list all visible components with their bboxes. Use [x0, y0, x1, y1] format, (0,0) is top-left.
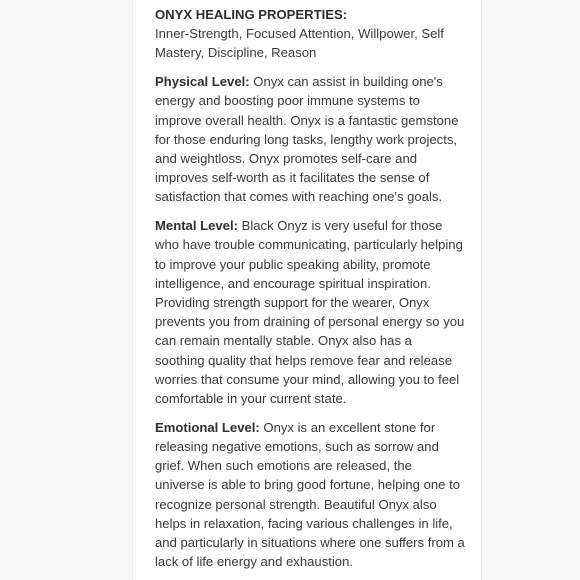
- physical-level-label: Physical Level:: [155, 74, 254, 90]
- mental-level-section: [155, 216, 465, 408]
- mental-level-label: Mental Level:: [155, 218, 242, 234]
- healing-properties-section: [155, 5, 465, 63]
- healing-properties-heading: ONYX HEALING PROPERTIES:: [155, 7, 348, 22]
- healing-properties-list: Inner-Strength, Focused Attention, Willpower, Self Mastery, Discipline, Reason: [155, 26, 444, 61]
- physical-level-text: Onyx can assist in building one's energy and boosting poor immune systems to improve overall health. Onyx is a fantastic gemstone for those enduring long tasks, lengthy work projects, and weightloss. Onyx promotes self-care and improves self-worth as it facilitates the sense of satisfaction that comes with reaching one's goals.: [155, 74, 459, 205]
- article-body: [155, 5, 465, 580]
- mental-level-text: Black Onyz is very useful for those who have trouble communicating, particularly helping to improve your public speaking ability, promote intelligence, and encourage spiritual inspiration. Providing strength support for the wearer, Onyx prevents you from draining of personal energy so you can remain mentally stable. Onyx also has a soothing quality that helps remove fear and release worries that consume your mind, allowing you to feel comfortable in your current state.: [155, 218, 465, 407]
- physical-level-section: [155, 72, 465, 206]
- emotional-level-label: Emotional Level:: [155, 419, 264, 435]
- emotional-level-section: [155, 418, 465, 572]
- emotional-level-text: Onyx is an excellent stone for releasing negative emotions, such as sorrow and grief. When such emotions are released, the universe is able to bring good fortune, helping one to recognize personal strength. Beautiful Onyx also helps in relaxation, facing various challenges in life, and particularly in situations where one suffers from a lack of life energy and exhaustion.: [155, 419, 465, 570]
